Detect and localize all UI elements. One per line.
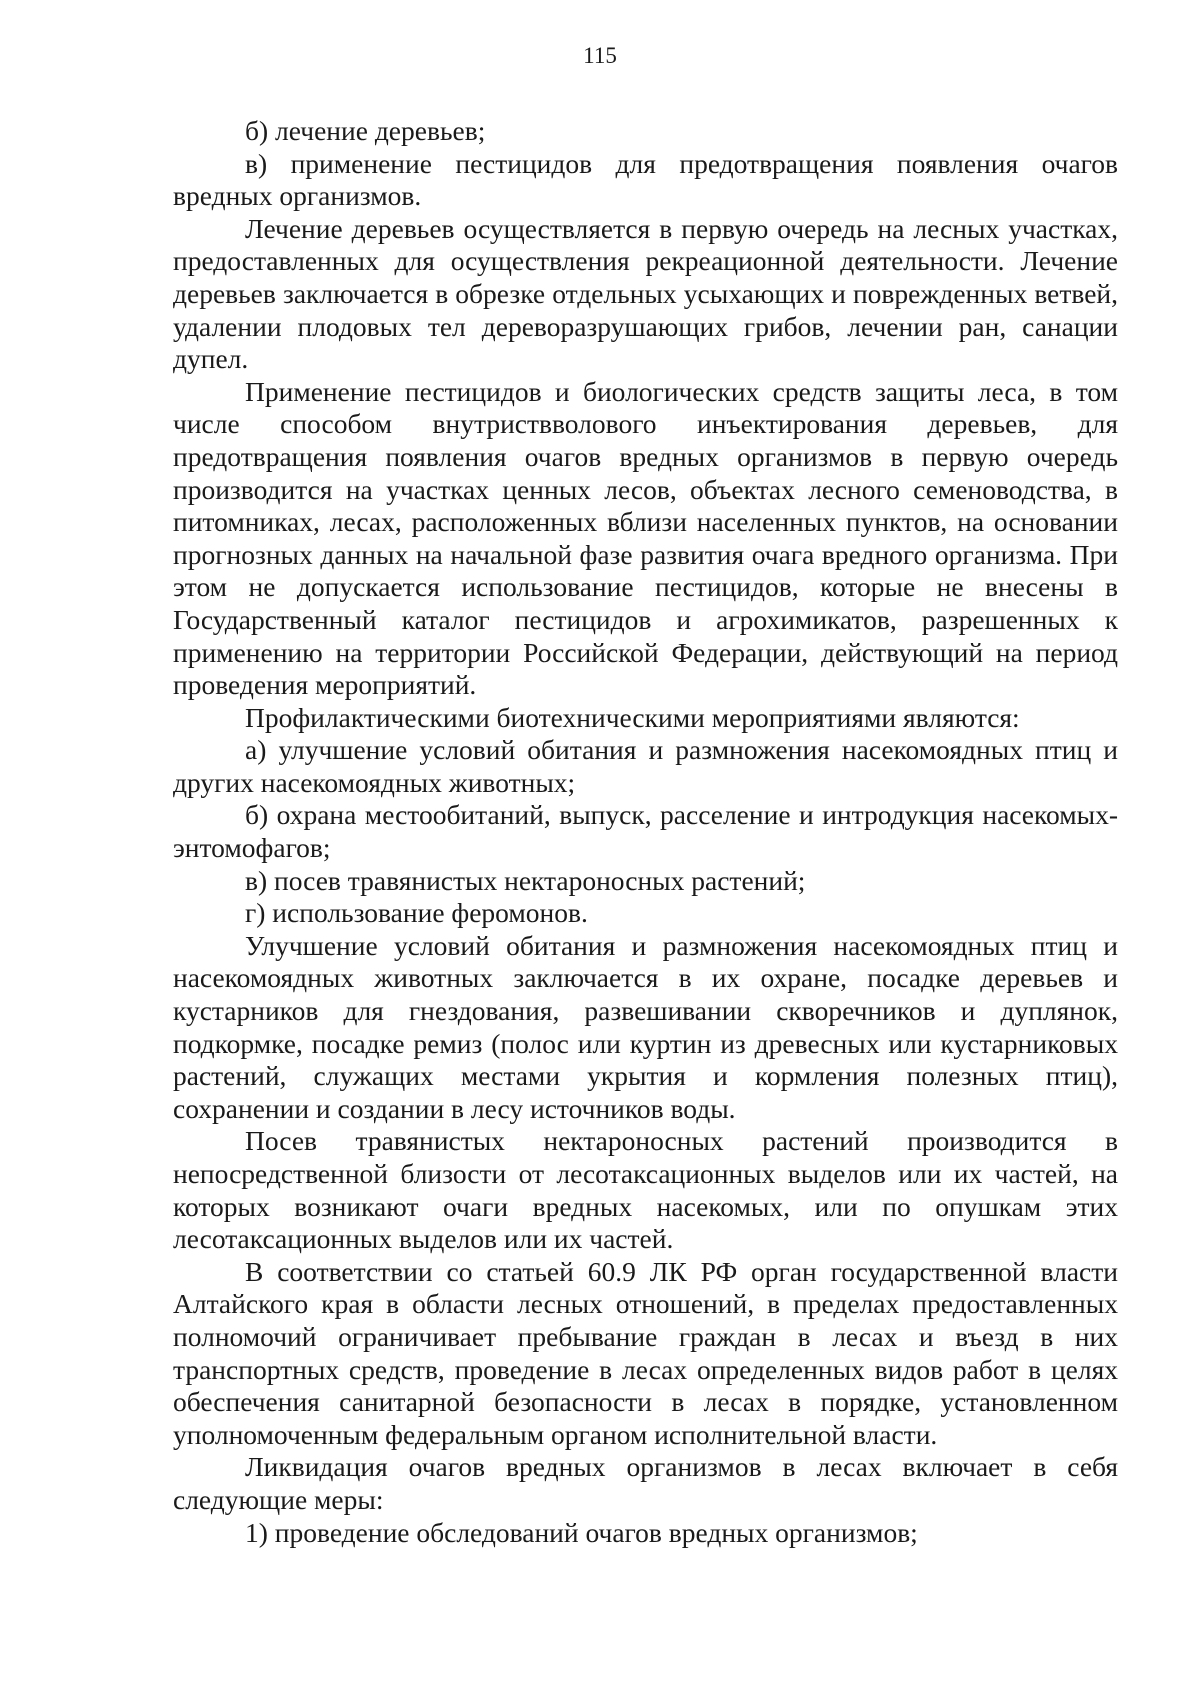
paragraph-outbreak-elimination: Ликвидация очагов вредных организмов в лесах включает в себя следующие меры: (173, 1451, 1118, 1515)
list-item-v-nectar-plants: в) посев травянистых нектароносных растений; (245, 864, 806, 896)
list-item-v-pesticide-application: в) применение пестицидов для предотвращения появления очагов вредных организмов. (173, 147, 1118, 212)
page-number: 115 (583, 43, 617, 68)
list-item-g-pheromones: г) использование феромонов. (245, 897, 588, 929)
paragraph-pesticide-use: Применение пестицидов и биологических средств защиты леса, в том числе способом внутриствволового инъектирования деревьев, для предотвращения появления очагов вредных организмов в первую очередь производится на участках ценных лесов, объектах лесного семеноводства, в питомниках, лесах, расположенных вблизи населенных пунктов, на основании прогнозных данных на начальной фазе развития очага вредного организма. При этом не допускается использование пестицидов, которые не внесены в Государственный каталог пестицидов и агрохимикатов, разрешенных к применению на территории Российской Федерации, действующий на период проведения мероприятий. (173, 375, 1118, 701)
document-body (173, 115, 1118, 1549)
paragraph-habitat-improvement: Улучшение условий обитания и размножения насекомоядных птиц и насекомоядных животных заключается в их охране, посадке деревьев и кустарников для гнездования, развешивании скворечников и дуплянок, подкормке, посадке ремиз (полос или куртин из древесных или кустарниковых растений, служащих местами укрытия и кормления полезных птиц), сохранении и создании в лесу источников воды. (173, 929, 1118, 1124)
list-item-b-tree-treatment: б) лечение деревьев; (245, 115, 486, 146)
list-item-a-bird-habitat: а) улучшение условий обитания и размножения насекомоядных птиц и других насекомоядных животных; (173, 734, 1118, 798)
paragraph-tree-treatment: Лечение деревьев осуществляется в первую очередь на лесных участках, предоставленных для осуществления рекреационной деятельности. Лечение деревьев заключается в обрезке отдельных усыхающих и поврежденных ветвей, удалении плодовых тел дереворазрушающих грибов, лечении ран, санации дупел. (173, 212, 1118, 375)
list-item-b-entomophages: б) охрана местообитаний, выпуск, расселение и интродукция насекомых-энтомофагов; (173, 799, 1118, 864)
paragraph-nectar-sowing: Посев травянистых нектароносных растений производится в непосредственной близости от лесотаксационных выделов или их частей, на которых возникают очаги вредных насекомых, или по опушкам этих лесотаксационных выделов или их частей. (173, 1125, 1118, 1255)
paragraph-article-60-9: В соответствии со статьей 60.9 ЛК РФ орган государственной власти Алтайского края в области лесных отношений, в пределах предоставленных полномочий ограничивает пребывание граждан в лесах и въезд в них транспортных средств, проведение в лесах определенных видов работ в целях обеспечения санитарной безопасности в лесах в порядке, установленном уполномоченным федеральным органом исполнительной власти. (173, 1255, 1118, 1450)
list-item-1-surveys: 1) проведение обследований очагов вредных организмов; (245, 1516, 918, 1548)
paragraph-biotechnical-measures-intro: Профилактическими биотехническими мероприятиями являются: (245, 701, 1020, 733)
